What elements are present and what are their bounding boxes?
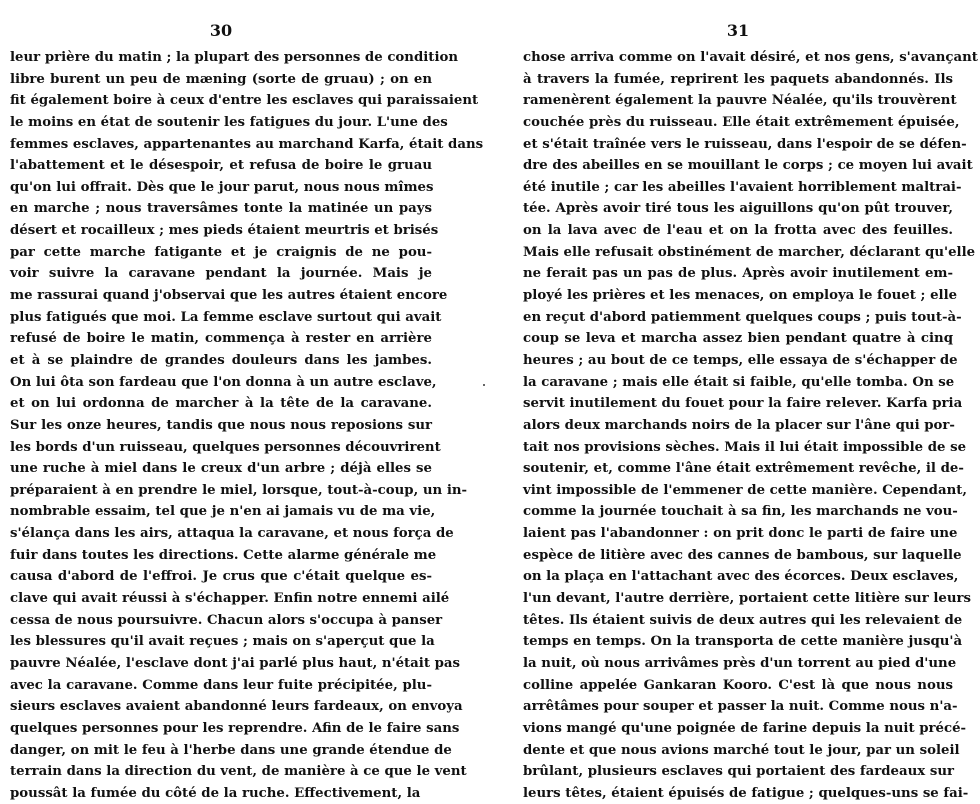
text-line: cessa de nous poursuivre. Chacun alors s'occupa à panser — [10, 612, 443, 628]
text-line: causa d'abord de l'effroi. Je crus que c'était quelque es- — [10, 569, 432, 585]
text-line: femmes esclaves, appartenantes au marchand Karfa, était dans — [10, 136, 484, 152]
text-line: fit également boire à ceux d'entre les esclaves qui paraissaient — [10, 93, 479, 109]
text-line: voir suivre la caravane pendant la journée. Mais je — [10, 266, 432, 282]
text-line: quelques personnes pour les reprendre. Afin de le faire sans — [10, 720, 460, 736]
text-line: une ruche à miel dans le creux d'un arbre ; déjà elles se — [10, 461, 432, 477]
text-line: leur prière du matin ; la plupart des personnes de condition — [10, 50, 459, 65]
text-line: fuir dans toutes les directions. Cette alarme générale me — [10, 547, 437, 563]
text-line: danger, on mit le feu à l'herbe dans une grande étendue de — [10, 742, 452, 758]
text-line: plus fatigués que moi. La femme esclave surtout qui avait — [10, 309, 442, 325]
text-line: à travers la fumée, reprirent les paquets abandonnés. Ils — [523, 71, 953, 87]
text-line: en marche ; nous traversâmes tonte la matinée un pays — [10, 201, 432, 217]
text-line: dre des abeilles en se mouillant le corps ; ce moyen lui avait — [523, 158, 973, 174]
text-line: vint impossible de l'emmener de cette manière. Cependant, — [523, 482, 968, 498]
text-line: la caravane ; mais elle était si faible, qu'elle tomba. On se — [523, 374, 955, 390]
text-line: brûlant, plusieurs esclaves qui portaient des fardeaux sur — [523, 764, 955, 780]
text-line: poussât la fumée du côté de la ruche. Effectivement, la — [10, 785, 421, 801]
text-line: les blessures qu'il avait reçues ; mais on s'aperçut que la — [10, 634, 435, 650]
text-line: préparaient à en prendre le miel, lorsque, tout-à-coup, un in- — [10, 482, 468, 498]
text-line: colline appelée Gankaran Kooro. C'est là que nous nous — [523, 677, 953, 693]
text-line: les bords d'un ruisseau, quelques personnes découvrirent — [10, 439, 441, 455]
right-page-number: 31 — [726, 21, 750, 40]
text-line: espèce de litière avec des cannes de bambous, sur laquelle — [523, 547, 962, 563]
text-line: refusé de boire le matin, commença à rester en arrière — [10, 331, 432, 347]
text-line: pauvre Néalée, l'esclave dont j'ai parlé plus haut, n'était pas — [10, 655, 461, 671]
text-line: vions mangé qu'une poignée de farine depuis la nuit précé- — [523, 720, 967, 736]
text-line: qu'on lui offrait. Dès que le jour parut, nous nous mîmes — [10, 179, 434, 195]
left-page-text — [10, 47, 484, 804]
text-line: tée. Après avoir tiré tous les aiguillons qu'on pût trouver, — [523, 201, 953, 217]
right-page-text — [523, 47, 978, 804]
text-line: heures ; au bout de ce temps, elle essaya de s'échapper de — [523, 352, 958, 368]
text-line: Mais elle refusait obstinément de marcher, déclarant qu'elle — [523, 244, 976, 260]
text-line: la nuit, où nous arrivâmes près d'un torrent au pied d'une — [523, 655, 957, 671]
text-line: alors deux marchands noirs de la placer sur l'âne qui por- — [523, 417, 955, 433]
text-line: servit inutilement du fouet pour la faire relever. Karfa pria — [523, 396, 963, 412]
text-line: avec la caravane. Comme dans leur fuite précipitée, plu- — [10, 677, 432, 693]
text-line: on la lava avec de l'eau et on la frotta avec des feuilles. — [523, 223, 953, 239]
text-line: libre burent un peu de mæning (sorte de gruau) ; on en — [10, 71, 432, 87]
text-line: terrain dans la direction du vent, de manière à ce que le vent — [10, 764, 467, 780]
text-line: par cette marche fatigante et je craignis de ne pou- — [10, 244, 432, 260]
text-line: soutenir, et, comme l'âne était extrêmement revêche, il de- — [523, 461, 964, 477]
text-line: temps en temps. On la transporta de cette manière jusqu'à — [523, 634, 963, 650]
text-line: on la plaça en l'attachant avec des écorces. Deux esclaves, — [523, 569, 959, 585]
text-line: et à se plaindre de grandes douleurs dans les jambes. — [10, 352, 432, 368]
left-page — [10, 0, 484, 804]
text-line: ramenèrent également la pauvre Néalée, qu'ils trouvèrent — [523, 93, 957, 109]
text-line: en reçut d'abord patiemment quelques coups ; puis tout-à- — [523, 309, 962, 325]
text-line: et s'était traînée vers le ruisseau, dans l'espoir de se défen- — [523, 136, 967, 152]
text-line: Sur les onze heures, tandis que nous nous reposions sur — [10, 417, 432, 433]
text-line: sieurs esclaves avaient abandonné leurs fardeaux, on envoya — [10, 699, 463, 715]
right-page — [523, 0, 978, 804]
text-line: comme la journée touchait à sa fin, les marchands ne vou- — [523, 504, 958, 520]
text-line: l'abattement et le désespoir, et refusa de boire le gruau — [10, 158, 432, 174]
text-line: laient pas l'abandonner : on prit donc le parti de faire une — [523, 526, 958, 542]
text-line: coup se leva et marcha assez bien pendant quatre à cinq — [523, 331, 953, 347]
text-line: tait nos provisions sèches. Mais il lui était impossible de se — [523, 439, 967, 455]
text-line: ployé les prières et les menaces, on employa le fouet ; elle — [523, 288, 958, 304]
text-line: On lui ôta son fardeau que l'on donna à un autre esclave, — [10, 374, 437, 390]
text-line: leurs têtes, étaient épuisés de fatigue ; quelques-uns se fai- — [523, 785, 969, 801]
text-line: le moins en état de soutenir les fatigues du jour. L'une des — [10, 114, 448, 130]
text-line: clave qui avait réussi à s'échapper. Enfin notre ennemi ailé — [10, 591, 450, 607]
left-page-number: 30 — [209, 21, 233, 40]
text-line: couchée près du ruisseau. Elle était extrêmement épuisée, — [523, 114, 960, 130]
text-line: et on lui ordonna de marcher à la tête de la caravane. — [10, 396, 432, 412]
text-line: été inutile ; car les abeilles l'avaient horriblement maltrai- — [523, 179, 962, 195]
text-line: me rassurai quand j'observai que les autres étaient encore — [10, 288, 448, 304]
text-line: nombrable essaim, tel que je n'en ai jamais vu de ma vie, — [10, 504, 436, 520]
text-line: têtes. Ils étaient suivis de deux autres qui les relevaient de — [523, 612, 963, 628]
text-line: l'un devant, l'autre derrière, portaient cette litière sur leurs — [523, 591, 972, 607]
text-line: désert et rocailleux ; mes pieds étaient meurtris et brisés — [10, 223, 439, 239]
gutter-speck — [483, 384, 485, 386]
text-line: s'élança dans les airs, attaqua la caravane, et nous força de — [10, 526, 454, 542]
text-line: chose arriva comme on l'avait désiré, et nos gens, s'avançant — [523, 50, 978, 65]
text-line: arrêtâmes pour souper et passer la nuit. Comme nous n'a- — [523, 699, 958, 715]
text-line: ne ferait pas un pas de plus. Après avoir inutilement em- — [523, 266, 953, 282]
text-line: dente et que nous avions marché tout le jour, par un soleil — [523, 742, 960, 758]
